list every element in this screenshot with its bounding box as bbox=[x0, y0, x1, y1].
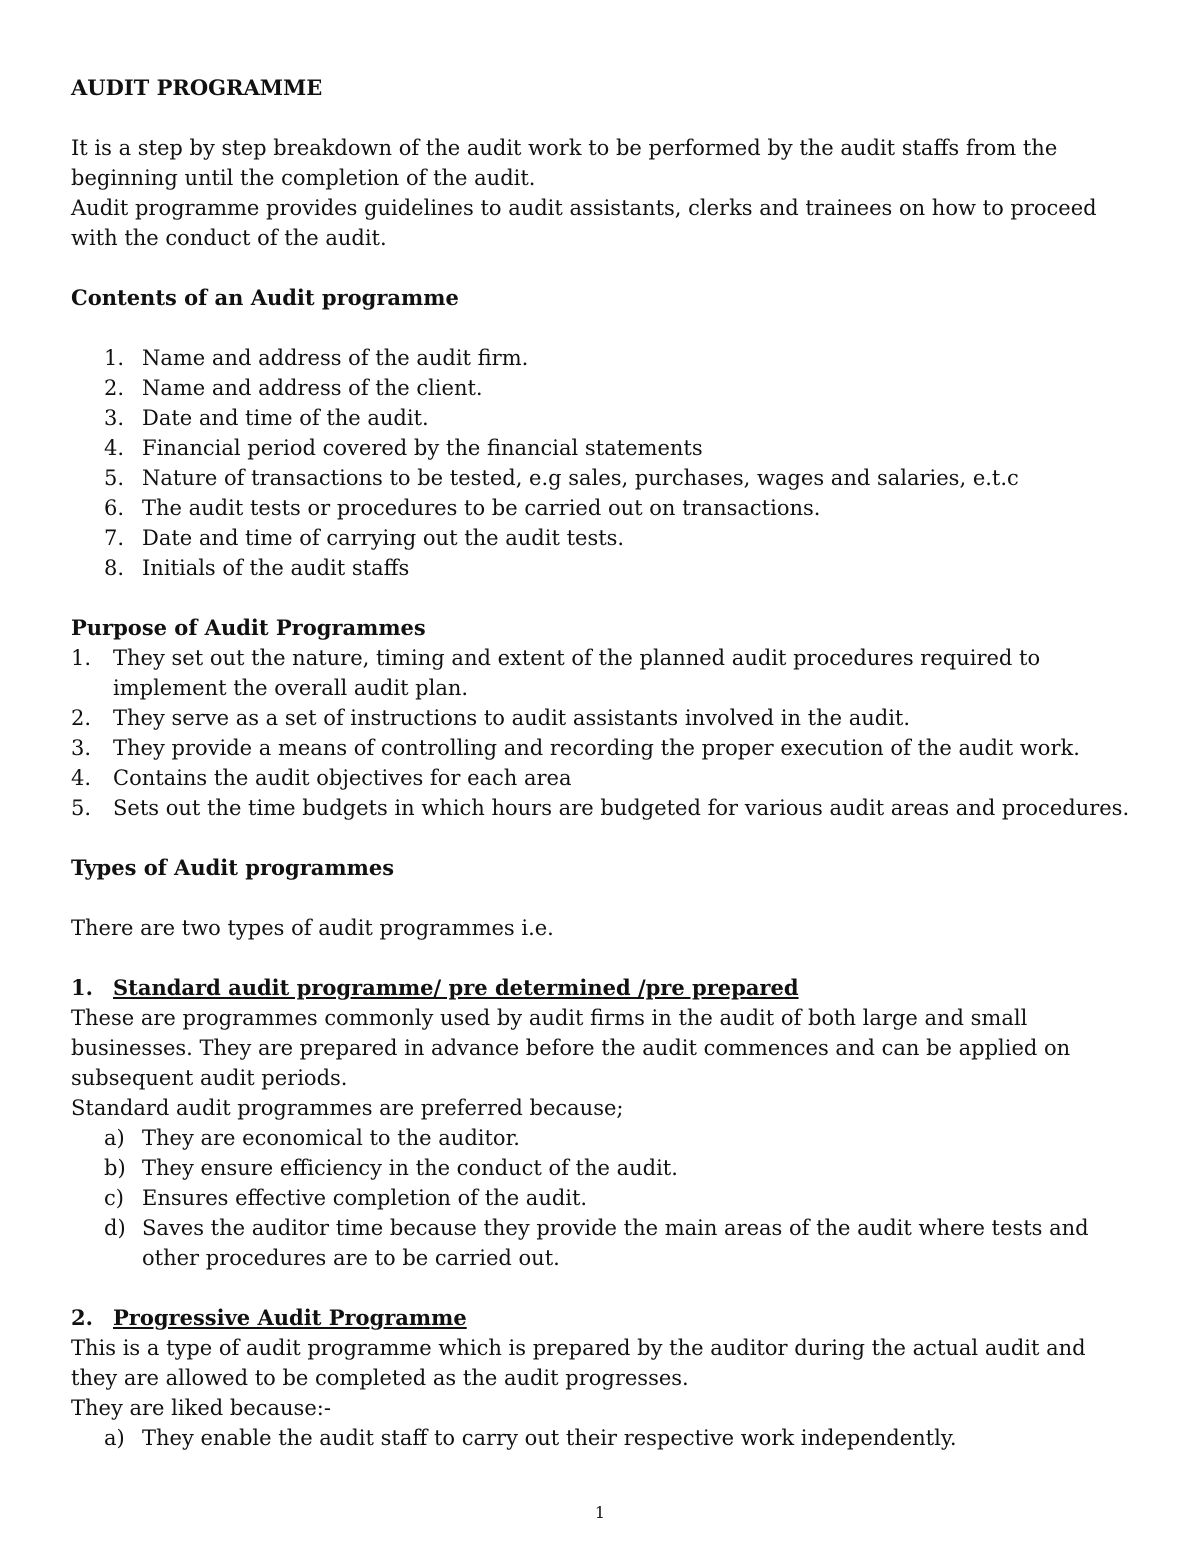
purpose-list bbox=[71, 643, 1131, 823]
document-title: AUDIT PROGRAMME bbox=[71, 75, 323, 100]
progressive-programme-heading bbox=[71, 1303, 1131, 1333]
list-item bbox=[71, 793, 1131, 823]
list-item-text: They are economical to the auditor. bbox=[142, 1126, 520, 1150]
list-item-text: Financial period covered by the financial statements bbox=[142, 436, 703, 460]
list-marker: 5. bbox=[71, 796, 92, 820]
list-marker: 3. bbox=[71, 736, 92, 760]
section-number: 2. bbox=[71, 1305, 93, 1330]
list-item bbox=[71, 1423, 1131, 1453]
list-item bbox=[71, 1123, 1131, 1153]
list-marker: b) bbox=[104, 1156, 126, 1180]
list-item-text: Nature of transactions to be tested, e.g sales, purchases, wages and salaries, e.t.c bbox=[142, 466, 1019, 490]
list-marker: c) bbox=[104, 1186, 124, 1210]
list-item bbox=[71, 433, 1131, 463]
list-item bbox=[71, 733, 1131, 763]
list-item-text: They enable the audit staff to carry out their respective work independently. bbox=[142, 1426, 957, 1450]
list-item bbox=[71, 1213, 1131, 1273]
section-title: Progressive Audit Programme bbox=[113, 1305, 467, 1330]
page-number: 1 bbox=[594, 1503, 606, 1522]
list-item bbox=[71, 373, 1131, 403]
list-marker: 1. bbox=[104, 346, 125, 370]
list-item-text: Sets out the time budgets in which hours are budgeted for various audit areas and procedures. bbox=[113, 796, 1130, 820]
list-item bbox=[71, 523, 1131, 553]
types-intro: There are two types of audit programmes i.e. bbox=[71, 916, 554, 940]
list-marker: a) bbox=[104, 1126, 125, 1150]
list-item-text: Ensures effective completion of the audit. bbox=[142, 1186, 588, 1210]
list-item-text: Date and time of the audit. bbox=[142, 406, 429, 430]
list-item-text: They ensure efficiency in the conduct of the audit. bbox=[142, 1156, 678, 1180]
list-marker: d) bbox=[104, 1216, 126, 1240]
list-marker: a) bbox=[104, 1426, 125, 1450]
progressive-programme-lead: They are liked because:- bbox=[71, 1396, 331, 1420]
list-item bbox=[71, 343, 1131, 373]
list-item bbox=[71, 643, 1131, 703]
list-item bbox=[71, 463, 1131, 493]
standard-reasons-list bbox=[71, 1123, 1131, 1273]
list-item bbox=[71, 493, 1131, 523]
list-item-text: Name and address of the client. bbox=[142, 376, 483, 400]
list-marker: 3. bbox=[104, 406, 125, 430]
contents-list bbox=[71, 343, 1131, 583]
list-item bbox=[71, 403, 1131, 433]
list-item-text: They serve as a set of instructions to audit assistants involved in the audit. bbox=[113, 706, 911, 730]
contents-heading: Contents of an Audit programme bbox=[71, 285, 459, 310]
list-item bbox=[71, 763, 1131, 793]
list-item-text: Initials of the audit staffs bbox=[142, 556, 410, 580]
list-item-text: Name and address of the audit firm. bbox=[142, 346, 529, 370]
progressive-programme-description: This is a type of audit programme which is prepared by the auditor during the actual audit and they are allowed to be completed as the audit progresses. bbox=[71, 1336, 1086, 1390]
standard-programme-lead: Standard audit programmes are preferred because; bbox=[71, 1096, 624, 1120]
list-marker: 6. bbox=[104, 496, 125, 520]
list-item-text: Contains the audit objectives for each area bbox=[113, 766, 572, 790]
list-item-text: The audit tests or procedures to be carried out on transactions. bbox=[142, 496, 821, 520]
list-item bbox=[71, 1183, 1131, 1213]
list-marker: 4. bbox=[71, 766, 92, 790]
list-item-text: They provide a means of controlling and recording the proper execution of the audit work. bbox=[113, 736, 1080, 760]
intro-paragraph-1: It is a step by step breakdown of the audit work to be performed by the audit staffs from the beginning until the completion of the audit. bbox=[71, 136, 1058, 190]
list-marker: 2. bbox=[104, 376, 125, 400]
list-marker: 8. bbox=[104, 556, 125, 580]
list-item bbox=[71, 703, 1131, 733]
standard-programme-heading bbox=[71, 973, 1131, 1003]
list-item bbox=[71, 553, 1131, 583]
list-marker: 2. bbox=[71, 706, 92, 730]
list-marker: 1. bbox=[71, 646, 92, 670]
list-item-text: They set out the nature, timing and extent of the planned audit procedures required to implement the overall audit plan. bbox=[113, 646, 1041, 700]
list-item-text: Saves the auditor time because they provide the main areas of the audit where tests and other procedures are to be carried out. bbox=[142, 1216, 1089, 1270]
standard-programme-description: These are programmes commonly used by audit firms in the audit of both large and small businesses. They are prepared in advance before the audit commences and can be applied on subsequent audit periods. bbox=[71, 1006, 1071, 1090]
list-item bbox=[71, 1153, 1131, 1183]
progressive-reasons-list bbox=[71, 1423, 1131, 1453]
purpose-heading: Purpose of Audit Programmes bbox=[71, 615, 426, 640]
list-marker: 4. bbox=[104, 436, 125, 460]
list-marker: 7. bbox=[104, 526, 125, 550]
section-number: 1. bbox=[71, 975, 93, 1000]
document-body bbox=[71, 73, 1131, 1453]
intro-paragraph-2: Audit programme provides guidelines to audit assistants, clerks and trainees on how to proceed with the conduct of the audit. bbox=[71, 196, 1097, 250]
types-heading: Types of Audit programmes bbox=[71, 855, 395, 880]
section-title: Standard audit programme/ pre determined /pre prepared bbox=[113, 975, 799, 1000]
list-marker: 5. bbox=[104, 466, 125, 490]
list-item-text: Date and time of carrying out the audit tests. bbox=[142, 526, 625, 550]
